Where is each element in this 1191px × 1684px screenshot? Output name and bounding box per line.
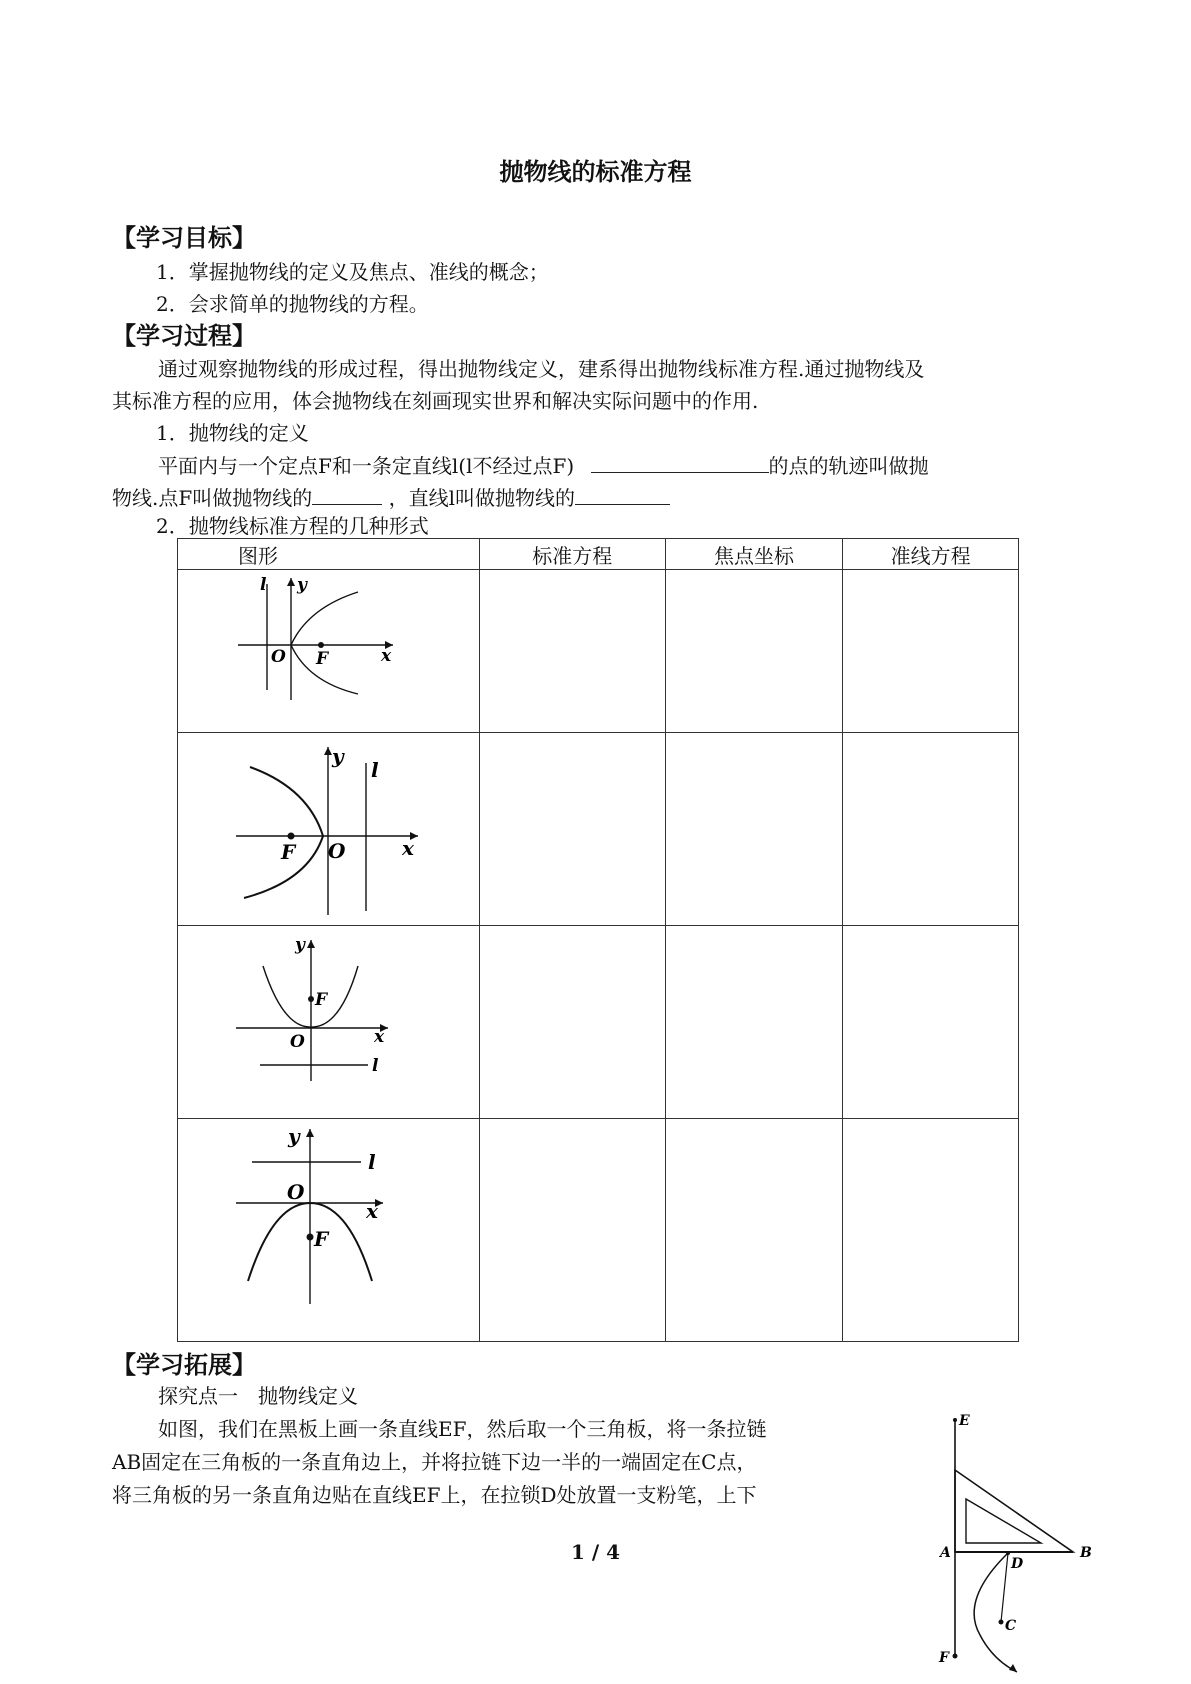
focus-text: 物线.点F叫做抛物线的 [112, 486, 313, 510]
header-standard-equation: 标准方程 [479, 539, 665, 570]
cell-equation-2[interactable] [479, 733, 665, 926]
cell-directrix-1[interactable] [843, 570, 1019, 733]
section-heading-goals: 【学习目标】 [112, 224, 256, 252]
definition-heading: 1．抛物线的定义 [156, 421, 309, 445]
cell-directrix-4[interactable] [843, 1119, 1019, 1342]
definition-blank-1[interactable] [591, 454, 769, 473]
forms-heading: 2．抛物线标准方程的几种形式 [156, 514, 429, 538]
definition-line-2 [112, 482, 670, 511]
label-b: B [1080, 1545, 1092, 1561]
label-y: y [295, 935, 305, 955]
cell-focus-2[interactable] [665, 733, 843, 926]
page-number: 1 / 4 [570, 1540, 621, 1564]
table-row [178, 570, 1019, 733]
label-o: O [287, 1180, 305, 1204]
cell-directrix-3[interactable] [843, 926, 1019, 1119]
label-o: O [290, 1032, 305, 1052]
parabola-curve [244, 767, 323, 898]
goal-item-2: 2．会求简单的抛物线的方程。 [156, 292, 429, 316]
header-focus-coordinates: 焦点坐标 [665, 539, 843, 570]
table-header-row [178, 539, 1019, 570]
label-y: y [332, 744, 344, 768]
label-l: l [368, 1150, 376, 1174]
exploration-line-1: 如图，我们在黑板上画一条直线EF，然后取一个三角板，将一条拉链 [158, 1417, 767, 1441]
label-x: x [402, 836, 414, 860]
focus-point [318, 642, 324, 648]
point-c [999, 1620, 1004, 1625]
label-c: C [1005, 1618, 1017, 1634]
parabola-curve [291, 592, 358, 694]
definition-text-a: 平面内与一个定点F和一条定直线l(l不经过点F) [158, 454, 575, 478]
label-x: x [374, 1027, 385, 1047]
label-f: F [314, 1227, 329, 1251]
label-f: F [316, 649, 329, 669]
label-e: E [959, 1413, 970, 1429]
header-directrix-equation: 准线方程 [843, 539, 1019, 570]
directrix-blank[interactable] [575, 486, 670, 505]
focus-point [288, 833, 295, 840]
label-x: x [381, 646, 392, 666]
graph-opens-down [178, 1119, 480, 1342]
y-axis-arrow [287, 578, 295, 586]
header-figure: 图形 [178, 539, 480, 570]
section-heading-expand: 【学习拓展】 [112, 1351, 256, 1379]
process-intro-line-1: 通过观察抛物线的形成过程，得出抛物线定义，建系得出抛物线标准方程.通过抛物线及 [158, 357, 925, 381]
cell-focus-3[interactable] [665, 926, 843, 1119]
y-axis-arrow [306, 1129, 314, 1137]
cell-directrix-2[interactable] [843, 733, 1019, 926]
label-a: A [940, 1545, 951, 1561]
label-f: F [939, 1650, 949, 1666]
exploration-line-2: AB固定在三角板的一条直角边上，并将拉链下边一半的一端固定在C点， [112, 1450, 757, 1474]
label-l: l [372, 1056, 379, 1076]
label-d: D [1011, 1556, 1024, 1572]
parabola-forms-table [177, 538, 1019, 1342]
directrix-text: ，直线l叫做抛物线的 [388, 486, 575, 510]
label-o: O [328, 839, 346, 863]
definition-text-b: 的点的轨迹叫做抛 [768, 454, 929, 478]
point-e [953, 1418, 957, 1422]
section-heading-process: 【学习过程】 [112, 322, 256, 350]
label-x: x [366, 1199, 378, 1223]
label-y: y [297, 575, 307, 595]
graph-opens-left-svg [178, 733, 478, 925]
graph-opens-up-svg [178, 926, 478, 1118]
table-row [178, 926, 1019, 1119]
label-f: F [281, 840, 296, 864]
label-l: l [260, 575, 267, 595]
y-axis-arrow [307, 940, 315, 948]
cell-equation-4[interactable] [479, 1119, 665, 1342]
point-f [953, 1654, 958, 1659]
page-title: 抛物线的标准方程 [499, 158, 692, 186]
graph-opens-down-svg [178, 1119, 478, 1341]
graph-opens-left [178, 733, 480, 926]
label-o: O [271, 647, 286, 667]
graph-opens-right-svg [178, 570, 478, 732]
graph-opens-right [178, 570, 480, 733]
label-f: F [315, 990, 328, 1010]
exploration-heading: 探究点一 抛物线定义 [158, 1384, 358, 1408]
table-row [178, 1119, 1019, 1342]
cell-focus-1[interactable] [665, 570, 843, 733]
focus-point [307, 1234, 314, 1241]
label-l: l [371, 758, 379, 782]
process-intro-line-2: 其标准方程的应用，体会抛物线在刻画现实世界和解决实际问题中的作用. [112, 389, 759, 413]
y-axis-arrow [324, 747, 332, 755]
graph-opens-up [178, 926, 480, 1119]
definition-line-1 [158, 450, 929, 479]
focus-point [308, 996, 314, 1002]
cell-equation-1[interactable] [479, 570, 665, 733]
cell-focus-4[interactable] [665, 1119, 843, 1342]
exploration-line-3: 将三角板的另一条直角边贴在直线EF上，在拉锁D处放置一支粉笔，上下 [112, 1483, 757, 1507]
focus-blank[interactable] [312, 486, 382, 505]
table-row [178, 733, 1019, 926]
goal-item-1: 1．掌握抛物线的定义及焦点、准线的概念； [156, 260, 549, 284]
label-y: y [288, 1124, 300, 1148]
cell-equation-3[interactable] [479, 926, 665, 1119]
